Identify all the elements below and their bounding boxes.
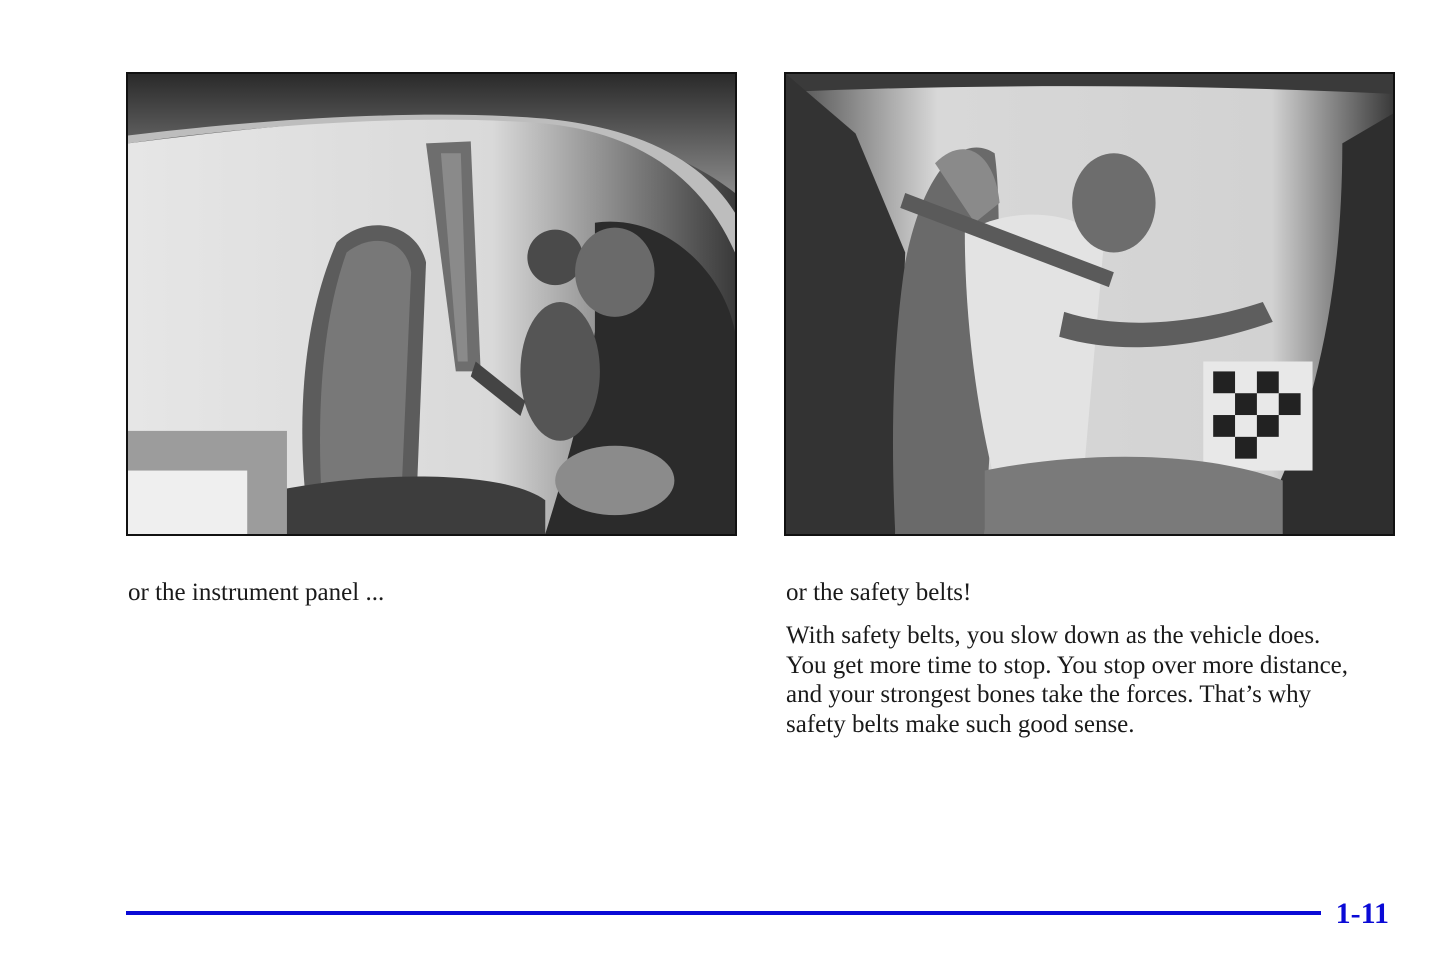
crash-test-photo-safety-belts xyxy=(784,72,1395,536)
crash-test-photo-instrument-panel xyxy=(126,72,737,536)
safety-belt-paragraph: With safety belts, you slow down as the vehicle does. You get more time to stop. You stop over more distance, and your strongest bones take the forces. That’s why safety belts make such good sense. xyxy=(786,622,1349,738)
caption-instrument-panel: or the instrument panel ... xyxy=(128,579,385,606)
photo-right-illustration xyxy=(786,74,1393,534)
checker-pattern xyxy=(1203,362,1312,471)
photo-left-illustration xyxy=(128,74,735,534)
page-number: 1-11 xyxy=(1335,897,1389,930)
footer-rule xyxy=(126,911,1321,915)
caption-safety-belts: or the safety belts! xyxy=(786,579,972,606)
